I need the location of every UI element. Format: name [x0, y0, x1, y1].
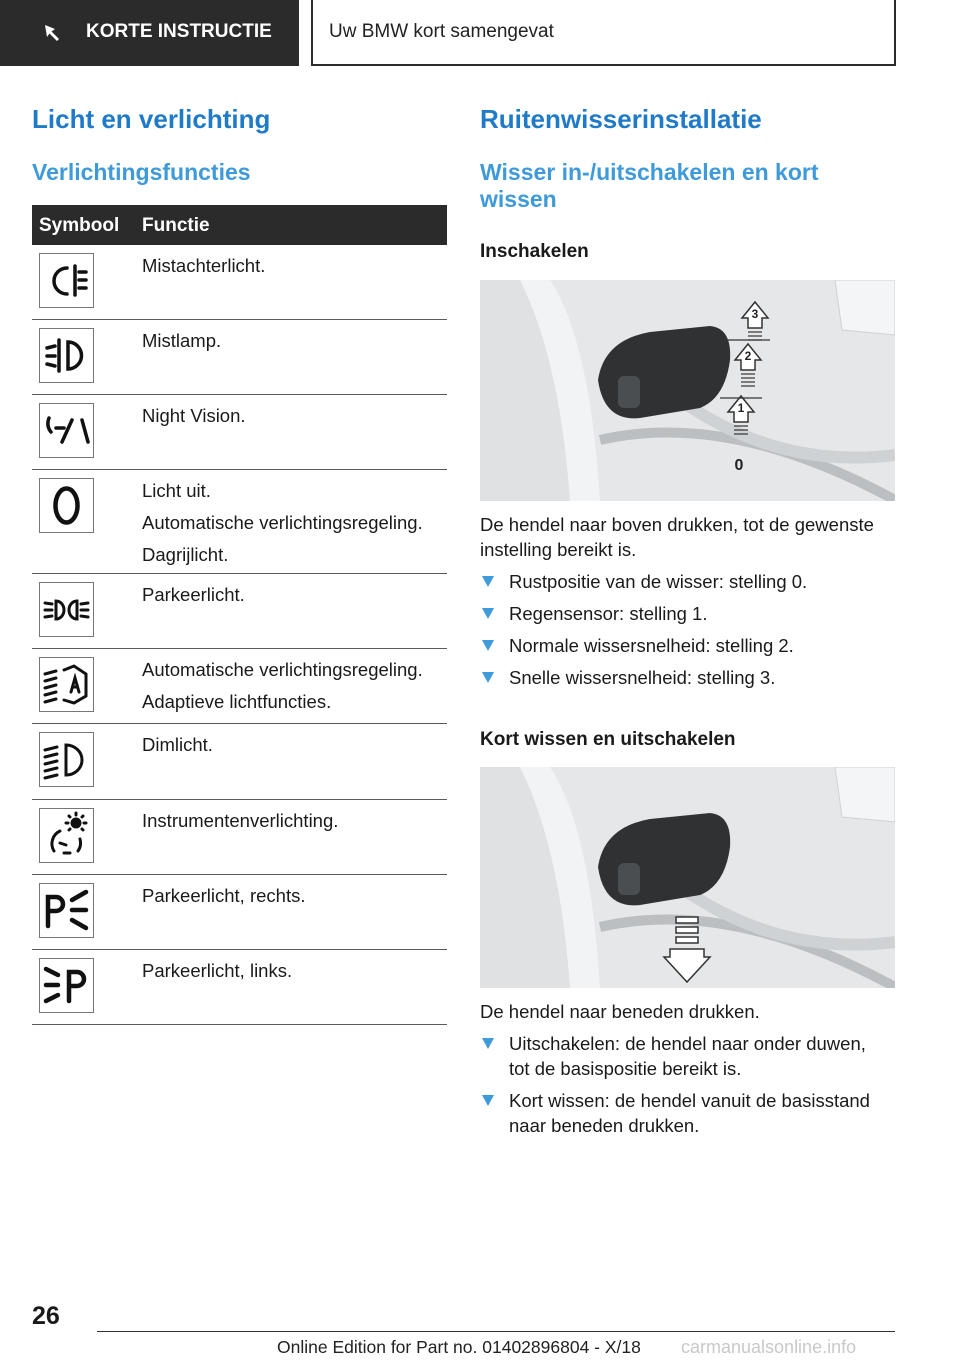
function-line: Adaptieve lichtfuncties.: [142, 691, 332, 712]
table-row: [32, 950, 447, 1025]
wiper-lever-up-figure: [480, 280, 895, 501]
function-line: Instrumentenverlichting.: [142, 810, 339, 831]
function-line: Dagrijlicht.: [142, 544, 229, 565]
left-title: Licht en verlichting: [32, 104, 271, 134]
triangle-bullet-icon: [482, 608, 494, 619]
list-item-text: Normale wissersnelheid: stelling 2.: [509, 635, 794, 656]
low-beam-icon: [39, 732, 94, 787]
wiper-lever-down-figure: [480, 767, 895, 988]
list-item-text: Rustpositie van de wisser: stelling 0.: [509, 571, 808, 592]
function-line: Licht uit.: [142, 480, 211, 501]
list-item: [480, 601, 900, 626]
function-line: Dimlicht.: [142, 734, 213, 755]
para-line: instelling bereikt is.: [480, 539, 637, 560]
function-line: Parkeerlicht.: [142, 584, 245, 605]
table-row: [32, 320, 447, 395]
watermark: carmanualsonline.info: [681, 1337, 857, 1357]
para-line: De hendel naar boven drukken, tot de gewenste: [480, 514, 874, 535]
right-subtitle-line2: wissen: [480, 186, 557, 212]
section2-list: [480, 1031, 900, 1145]
function-text: [142, 405, 246, 437]
triangle-bullet-icon: [482, 1038, 494, 1049]
function-text: [142, 885, 305, 917]
fig-label-1: 1: [737, 401, 745, 415]
section1-list: [480, 569, 900, 697]
list-item: [480, 1031, 900, 1081]
chapter-box: [311, 0, 896, 66]
table-row: [32, 395, 447, 470]
table-header: [32, 205, 447, 245]
triangle-bullet-icon: [482, 1095, 494, 1106]
chapter-title: Uw BMW kort samengevat: [329, 21, 554, 42]
col-symbol: Symbool: [39, 215, 120, 236]
function-text: [142, 480, 423, 576]
list-item: [480, 1088, 900, 1138]
list-item: [480, 569, 900, 594]
triangle-bullet-icon: [482, 576, 494, 587]
table-row: [32, 875, 447, 950]
col-function: Functie: [142, 215, 210, 236]
function-line: Mistachterlicht.: [142, 255, 266, 276]
footer-divider: [97, 1331, 895, 1332]
right-title: Ruitenwisserinstallatie: [480, 104, 762, 134]
list-item-text: Regensensor: stelling 1.: [509, 603, 708, 624]
list-item-text: Uitschakelen: de hendel naar onder duwen,: [509, 1033, 866, 1054]
list-item-text: naar beneden drukken.: [509, 1115, 700, 1136]
function-line: Mistlamp.: [142, 330, 222, 351]
left-subtitle: Verlichtingsfuncties: [32, 159, 251, 185]
function-line: Automatische verlichtingsregeling.: [142, 512, 423, 533]
section1-paragraph: [480, 512, 900, 562]
auto-headlight-icon: [39, 657, 94, 712]
function-line: Night Vision.: [142, 405, 246, 426]
list-item-text: Snelle wissersnelheid: stelling 3.: [509, 667, 776, 688]
right-subtitle-line1: Wisser in-/uitschakelen en kort: [480, 159, 819, 185]
table-row: [32, 649, 447, 724]
fig-label-0: 0: [734, 457, 744, 474]
list-item-text: tot de basispositie bereikt is.: [509, 1058, 742, 1079]
pointer-arrow-icon: [42, 22, 64, 44]
triangle-bullet-icon: [482, 672, 494, 683]
function-text: [142, 584, 245, 616]
fig-label-3: 3: [751, 307, 759, 321]
table-row: [32, 574, 447, 649]
function-line: Automatische verlichtingsregeling.: [142, 659, 423, 680]
fog-lamp-icon: [39, 328, 94, 383]
parking-light-right-icon: [39, 883, 94, 938]
function-text: [142, 330, 221, 362]
section-tab: [0, 0, 299, 66]
list-item: [480, 665, 900, 690]
table-row: [32, 470, 447, 574]
function-text: [142, 810, 338, 842]
table-row: [32, 245, 447, 320]
function-text: [142, 255, 265, 287]
section-tab-label: KORTE INSTRUCTIE: [86, 21, 272, 42]
light-off-icon: [39, 478, 94, 533]
function-text: [142, 659, 423, 723]
fig-label-2: 2: [744, 349, 752, 363]
function-text: [142, 960, 292, 992]
page-number: 26: [32, 1302, 60, 1330]
section-heading-inschakelen: Inschakelen: [480, 241, 589, 262]
function-line: Parkeerlicht, links.: [142, 960, 293, 981]
page-header: [0, 0, 960, 66]
footer-edition: Online Edition for Part no. 01402896804 - X/18: [277, 1337, 641, 1357]
function-text: [142, 734, 213, 766]
lighting-table: [32, 205, 447, 1025]
parking-light-left-icon: [39, 958, 94, 1013]
list-item: [480, 633, 900, 658]
instrument-lighting-icon: [39, 808, 94, 863]
parking-light-icon: [39, 582, 94, 637]
rear-fog-light-icon: [39, 253, 94, 308]
triangle-bullet-icon: [482, 640, 494, 651]
table-row: [32, 724, 447, 800]
list-item-text: Kort wissen: de hendel vanuit de basisstand: [509, 1090, 870, 1111]
table-row: [32, 800, 447, 875]
section2-paragraph: De hendel naar beneden drukken.: [480, 1001, 760, 1022]
section-heading-kort-wissen: Kort wissen en uitschakelen: [480, 729, 736, 750]
night-vision-icon: [39, 403, 94, 458]
function-line: Parkeerlicht, rechts.: [142, 885, 306, 906]
